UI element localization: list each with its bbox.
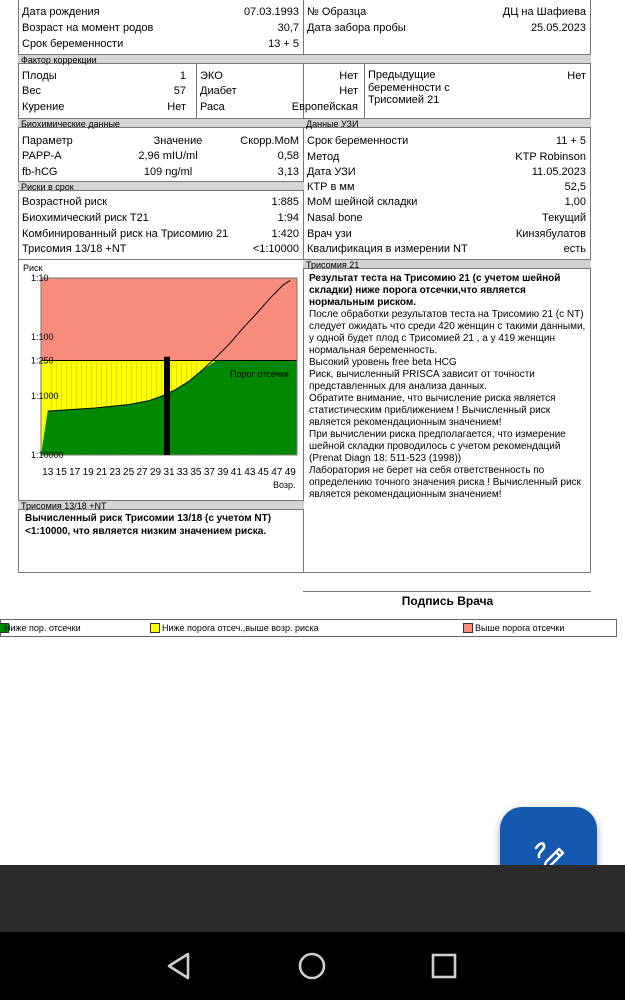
race-label: Раса: [200, 101, 225, 113]
diabetes-value: Нет: [339, 85, 358, 97]
signature-label: Подпись Врача: [401, 594, 494, 608]
biochem-col-param: Параметр: [22, 135, 73, 147]
us-label: КТР в мм: [307, 181, 355, 193]
risk-value: 1:420: [271, 228, 299, 240]
bottom-toolbar: [0, 865, 625, 932]
x-tick-label: 37: [203, 467, 215, 478]
x-tick-label: 27: [136, 467, 148, 478]
risk-value: 1:94: [277, 212, 299, 224]
risks-header: Риски в срок: [18, 181, 304, 191]
x-tick-label: 13: [42, 467, 54, 478]
prev-label: Предыдущие беременности с Трисомией 21: [368, 69, 450, 106]
weight-value: 57: [173, 85, 186, 97]
x-tick-label: 23: [109, 467, 121, 478]
chart-legend: [0, 619, 617, 637]
correction-divider-1: [196, 64, 197, 118]
us-value: 11.05.2023: [531, 166, 586, 178]
prev-value: Нет: [567, 70, 586, 82]
biochem-row-mom: 0,58: [277, 150, 299, 162]
diabetes-label: Диабет: [200, 85, 237, 97]
legend-mid: Ниже порога отсеч.,выше возр. риска: [162, 623, 319, 633]
sample-date-label: Дата забора пробы: [307, 22, 406, 34]
us-label: Врач узи: [307, 228, 352, 240]
legend-swatch-high: [463, 623, 473, 633]
t21-para-4: Обратите внимание, что вычисление риска является статистическим приближением ! Вычисленный риск является рекомендационным значением!: [309, 393, 556, 428]
x-tick-label: 33: [176, 467, 189, 478]
eco-label: ЭКО: [200, 70, 223, 82]
x-tick-label: 17: [69, 467, 81, 478]
x-tick-label: 35: [190, 467, 202, 478]
risk-chart: [19, 260, 303, 498]
us-label: Квалификация в измерении NT: [307, 243, 468, 255]
us-value: Текущий: [542, 212, 586, 224]
zone-high-risk: [41, 278, 297, 360]
us-label: Nasal bone: [307, 212, 363, 224]
age-value: 30,7: [277, 22, 299, 34]
x-tick-label: 43: [244, 467, 256, 478]
y-tick-label: 1:100: [31, 332, 54, 342]
recents-square-icon: [430, 952, 458, 980]
x-tick-label: 39: [217, 467, 229, 478]
risk-value: <1:10000: [252, 243, 299, 255]
t21-para-5: При вычислении риска предполагается, что измерение шейной складки проводилось с учетом рекомендаций (Prenat Diagn 18: 511-523 (1998)): [309, 429, 566, 464]
frame-bottom-right: [303, 572, 591, 573]
x-tick-label: 15: [55, 467, 67, 478]
x-tick-label: 49: [284, 467, 296, 478]
x-tick-label: 41: [230, 467, 242, 478]
us-value: 52,5: [564, 181, 586, 193]
smoking-value: Нет: [167, 101, 186, 113]
x-axis-label: Возр.: [273, 480, 296, 490]
birth-label: Дата рождения: [22, 6, 100, 18]
legend-high: Выше порога отсечки: [475, 623, 565, 633]
y-tick-label: 1:250: [31, 355, 54, 366]
x-tick-label: 19: [82, 467, 94, 478]
us-label: Метод: [307, 151, 340, 163]
us-value: Кинзябулатов: [515, 228, 586, 240]
smoking-label: Курение: [22, 101, 65, 113]
legend-swatch-mid: [150, 623, 160, 633]
age-label: Возраст на момент родов: [22, 22, 154, 34]
birth-value: 07.03.1993: [243, 6, 299, 18]
biochem-col-value: Значение: [153, 135, 203, 147]
us-value: есть: [563, 243, 586, 255]
chart-title: Риск: [23, 263, 43, 273]
us-label: Срок беременности: [307, 135, 409, 147]
x-tick-label: 45: [257, 467, 269, 478]
us-value: 1,00: [564, 196, 586, 208]
nav-back-button[interactable]: [159, 948, 199, 984]
t21-para-1: После обработки результатов теста на Трисомию 21 (с NT) следует ожидать что среди 420 женщин с такими данными, у одной будет плод с Трисомией 21 , а у 419 женщин нормальная беременность.: [309, 309, 586, 356]
eco-value: Нет: [339, 70, 358, 82]
patient-risk-bar: [164, 357, 170, 455]
x-tick-label: 47: [271, 467, 283, 478]
ultrasound-header: Данные УЗИ: [303, 118, 591, 128]
biochem-row-value: 2,96 mIU/ml: [138, 150, 198, 162]
x-tick-label: 31: [163, 467, 175, 478]
y-tick-label: 1:10: [31, 273, 49, 283]
biochem-row-param: fb-hCG: [22, 166, 58, 178]
y-tick-label: 1:1000: [31, 391, 59, 401]
t1318-header: Трисомия 13/18 +NT: [18, 500, 304, 510]
biochem-row-mom: 3,13: [277, 166, 299, 178]
biochem-col-mom: Скорр.MoM: [240, 135, 299, 147]
weight-label: Вес: [22, 85, 41, 97]
t21-para-2: Высокий уровень free beta HCG: [309, 357, 457, 368]
signature-line: [303, 591, 591, 592]
us-label: Дата УЗИ: [307, 166, 356, 178]
us-value: KTP Robinson: [515, 151, 586, 163]
t21-para-6: Лаборатория не берет на себя ответственность по определению точного значения риска ! Вычисленный риск является рекомендационным значением!: [309, 465, 581, 500]
t21-para-3: Риск, вычисленный PRISCA зависит от точности представленных для анализа данных.: [309, 369, 535, 392]
risk-label: Комбинированный риск на Трисомию 21: [22, 228, 229, 240]
t1318-text: Вычисленный риск Трисомии 13/18 (с учетом NT) <1:10000, что является низким значением риска.: [25, 513, 272, 537]
correction-header: Фактор коррекции: [18, 54, 591, 64]
term-label: Срок беременности: [22, 38, 124, 50]
sample-no-label: № Образца: [307, 6, 367, 18]
legend-low: Ниже пор. отсечки: [4, 623, 81, 633]
risk-label: Биохимический риск Т21: [22, 212, 149, 224]
correction-divider-2: [364, 64, 365, 118]
back-triangle-icon: [166, 952, 192, 980]
us-label: МоМ шейной складки: [307, 196, 418, 208]
biochem-row-value: 109 ng/ml: [143, 166, 193, 178]
nav-home-button[interactable]: [292, 948, 332, 984]
t21-conclusion: Результат теста на Трисомию 21 (с учетом шейной складки) ниже порога отсечки,что является нормальным риском.: [309, 273, 561, 308]
home-circle-icon: [297, 951, 327, 981]
x-tick-label: 25: [123, 467, 135, 478]
nav-recents-button[interactable]: [424, 948, 464, 984]
biochem-row-param: PAPP-A: [22, 150, 62, 162]
term-value: 13 + 5: [268, 38, 299, 50]
risk-label: Трисомия 13/18 +NT: [22, 243, 127, 255]
x-tick-label: 29: [149, 467, 162, 478]
frame-bottom-left: [18, 572, 304, 573]
us-value: 11 + 5: [555, 135, 586, 147]
fetus-value: 1: [179, 70, 186, 82]
fetus-label: Плоды: [22, 70, 57, 82]
risk-value: 1:885: [271, 196, 299, 208]
race-value: Европейская: [291, 101, 358, 113]
sample-date-value: 25.05.2023: [530, 22, 586, 34]
biochem-header: Биохимические данные: [18, 118, 304, 128]
cutoff-label: Порог отсечки: [230, 369, 289, 379]
risk-label: Возрастной риск: [22, 196, 108, 208]
x-tick-label: 21: [96, 467, 108, 478]
sample-no-value: ДЦ на Шафиева: [502, 6, 586, 18]
y-tick-label: 1:10000: [31, 450, 64, 460]
t21-header: Трисомия 21: [303, 259, 591, 269]
